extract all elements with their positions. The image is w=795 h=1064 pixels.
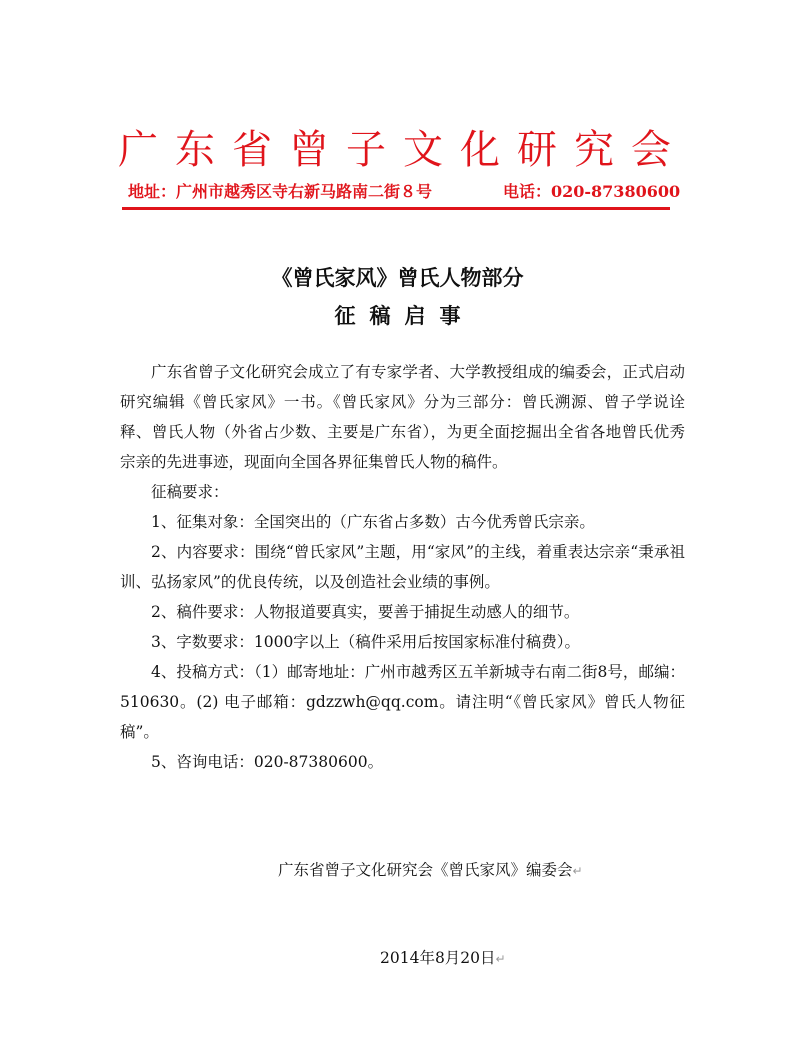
signature-text: 广东省曾子文化研究会《曾氏家风》编委会	[278, 861, 573, 879]
requirement-item: 2、内容要求：围绕“曾氏家风”主题，用“家风”的主线，着重表达宗亲“秉承祖训、弘扬家风”的优良传统，以及创造社会业绩的事例。	[120, 543, 685, 591]
intro-paragraph: 广东省曾子文化研究会成立了有专家学者、大学教授组成的编委会，正式启动研究编辑《曾氏家风》一书。《曾氏家风》分为三部分：曾氏溯源、曾子学说诠释、曾氏人物（外省占少数、主要是广东省），为更全面挖掘出全省各地曾氏优秀宗亲的先进事迹，现面向全国各界征集曾氏人物的稿件。	[120, 363, 685, 471]
date-text: 2014年8月20日	[380, 949, 496, 967]
letterhead-address: 地址：广州市越秀区寺右新马路南二街８号	[128, 182, 433, 201]
body-content	[120, 357, 685, 777]
letterhead-phone: 电话：020-87380600	[503, 182, 681, 201]
letterhead-divider	[122, 207, 670, 210]
requirement-item: 2、稿件要求：人物报道要真实，要善于捕捉生动感人的细节。	[151, 603, 580, 621]
document-title: 《曾氏家风》曾氏人物部分	[271, 265, 524, 290]
date-line	[380, 946, 506, 968]
letterhead-org-name: 广东省曾子文化研究会	[118, 127, 688, 173]
requirement-item: 3、字数要求：1000字以上（稿件采用后按国家标准付稿费）。	[151, 633, 581, 651]
letterhead-contact	[128, 180, 681, 204]
paragraph-mark-icon: ↵	[495, 952, 506, 966]
paragraph-mark-icon: ↵	[572, 864, 583, 878]
requirement-item: 4、投稿方式：（1）邮寄地址：广州市越秀区五羊新城寺右南二街8号，邮编：510630。(2) 电子邮箱：gdzzwh@qq.com。请注明“《曾氏家风》曾氏人物征稿”。	[120, 663, 685, 741]
requirements-heading: 征稿要求：	[151, 483, 229, 501]
requirement-item: 5、咨询电话：020-87380600。	[151, 753, 384, 771]
signature-line	[278, 858, 583, 880]
document-subtitle: 征稿启事	[334, 303, 475, 328]
requirement-item: 1、征集对象：全国突出的（广东省占多数）古今优秀曾氏宗亲。	[151, 513, 595, 531]
